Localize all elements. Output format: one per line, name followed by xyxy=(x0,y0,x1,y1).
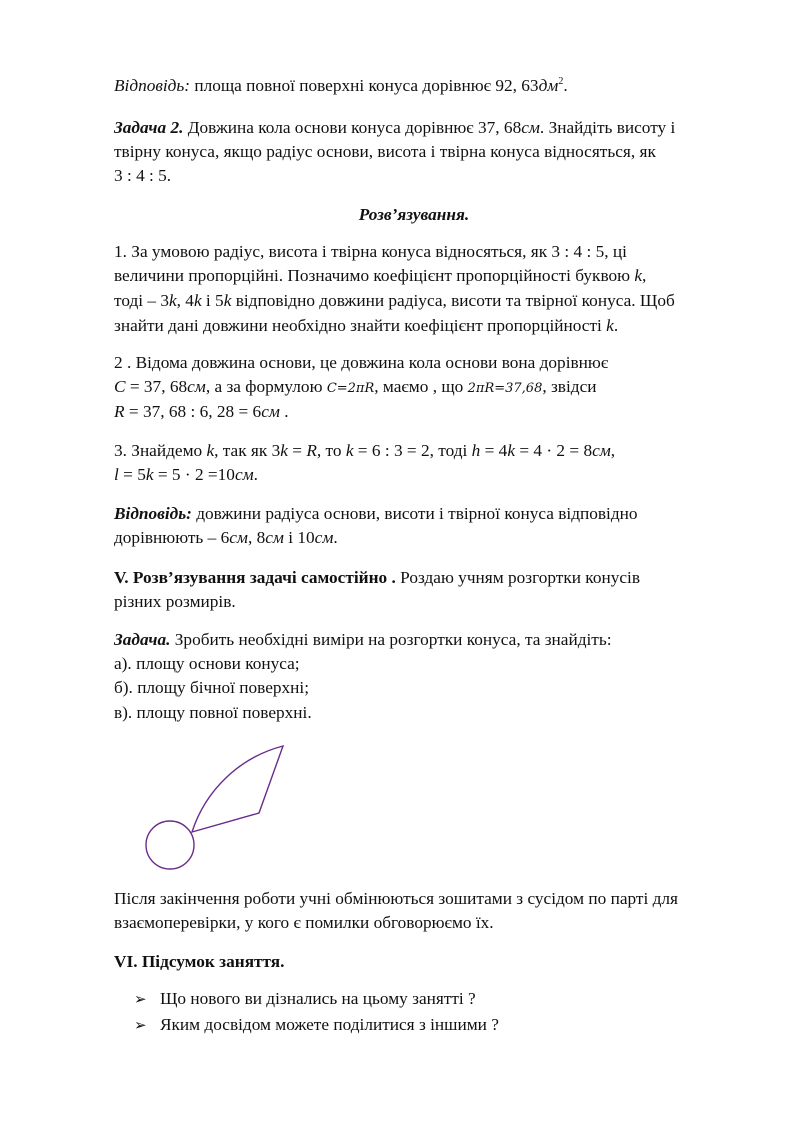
section-5-line-1: V. Розв’язування задачі самостійно . Роздаю учням розгортки конусів xyxy=(114,568,640,587)
answer-2-line-2: дорівнюють – 6см, 8см і 10см. xyxy=(114,528,338,547)
task-3-item-b: б). площу бічної поверхні; xyxy=(114,678,310,697)
step-1-line-2: величини пропорційні. Позначимо коефіцієнт пропорційності буквою k, xyxy=(114,266,647,285)
step-2-line-2: C = 37, 68см, а за формулою C=2πR, маємо , що 2πR=37,68, звідси xyxy=(114,377,597,396)
step-3-line-2: l = 5k = 5 · 2 =10см. xyxy=(114,465,258,484)
summary-bullet-1: ➢ Що нового ви дізнались на цьому занятті ? xyxy=(134,987,476,1011)
task-3-line-1: Задача. Зробить необхідні виміри на розгортки конуса, та знайдіть: xyxy=(114,630,612,649)
step-1-line-1: 1. За умовою радіус, висота і твірна конуса відносяться, як 3 : 4 : 5, ці xyxy=(114,242,627,261)
step-2-line-3: R = 37, 68 : 6, 28 = 6см . xyxy=(114,402,289,421)
arrow-bullet-icon: ➢ xyxy=(134,990,147,1008)
formula-value: 2πR=37,68 xyxy=(467,381,543,396)
answer-2-line-1: Відповідь: довжини радіуса основи, висоти і твірної конуса відповідно xyxy=(114,504,638,523)
after-line-2: взаємоперевірки, у кого є помилки обговорюємо їх. xyxy=(114,913,494,932)
cone-net-drawing xyxy=(146,746,283,869)
step-3-line-1: 3. Знайдемо k, так як 3k = R, то k = 6 : 3 = 2, тоді h = 4k = 4 · 2 = 8см, xyxy=(114,441,616,460)
after-line-1: Після закінчення роботи учні обмінюються зошитами з сусідом по парті для xyxy=(114,889,678,908)
summary-bullet-2: ➢ Яким досвідом можете поділитися з іншими ? xyxy=(134,1013,499,1037)
section-5-line-2: різних розмирів. xyxy=(114,592,236,611)
solution-title: Розв’язування. xyxy=(358,205,470,224)
task-2-line-3: 3 : 4 : 5. xyxy=(114,166,172,185)
task-3-item-c: в). площу повної поверхні. xyxy=(114,703,312,722)
step-1-line-3: тоді – 3k, 4k і 5k відповідно довжини радіуса, висоти та твірної конуса. Щоб xyxy=(114,291,675,310)
cone-base-circle xyxy=(146,821,194,869)
step-2-line-1: 2 . Відома довжина основи, це довжина кола основи вона дорівнює xyxy=(114,353,609,372)
cone-lateral-sector xyxy=(192,746,283,832)
arrow-bullet-icon: ➢ xyxy=(134,1016,147,1034)
step-1-line-4: знайти дані довжини необхідно знайти коефіцієнт пропорційності k. xyxy=(114,316,619,335)
answer-1: Відповідь: площа повної поверхні конуса дорівнює 92, $63дм^2$. xyxy=(114,76,568,95)
task-2-line-1: Задача 2. Довжина кола основи конуса дорівнює 37, 68см. Знайдіть висоту і xyxy=(114,118,676,137)
task-2-line-2: твірну конуса, якщо радіус основи, висота і твірна конуса відносяться, як xyxy=(114,142,656,161)
formula-circumference: C=2πR xyxy=(326,381,375,396)
section-6-title: VI. Підсумок заняття. xyxy=(114,952,285,971)
task-3-item-a: а). площу основи конуса; xyxy=(114,654,300,673)
